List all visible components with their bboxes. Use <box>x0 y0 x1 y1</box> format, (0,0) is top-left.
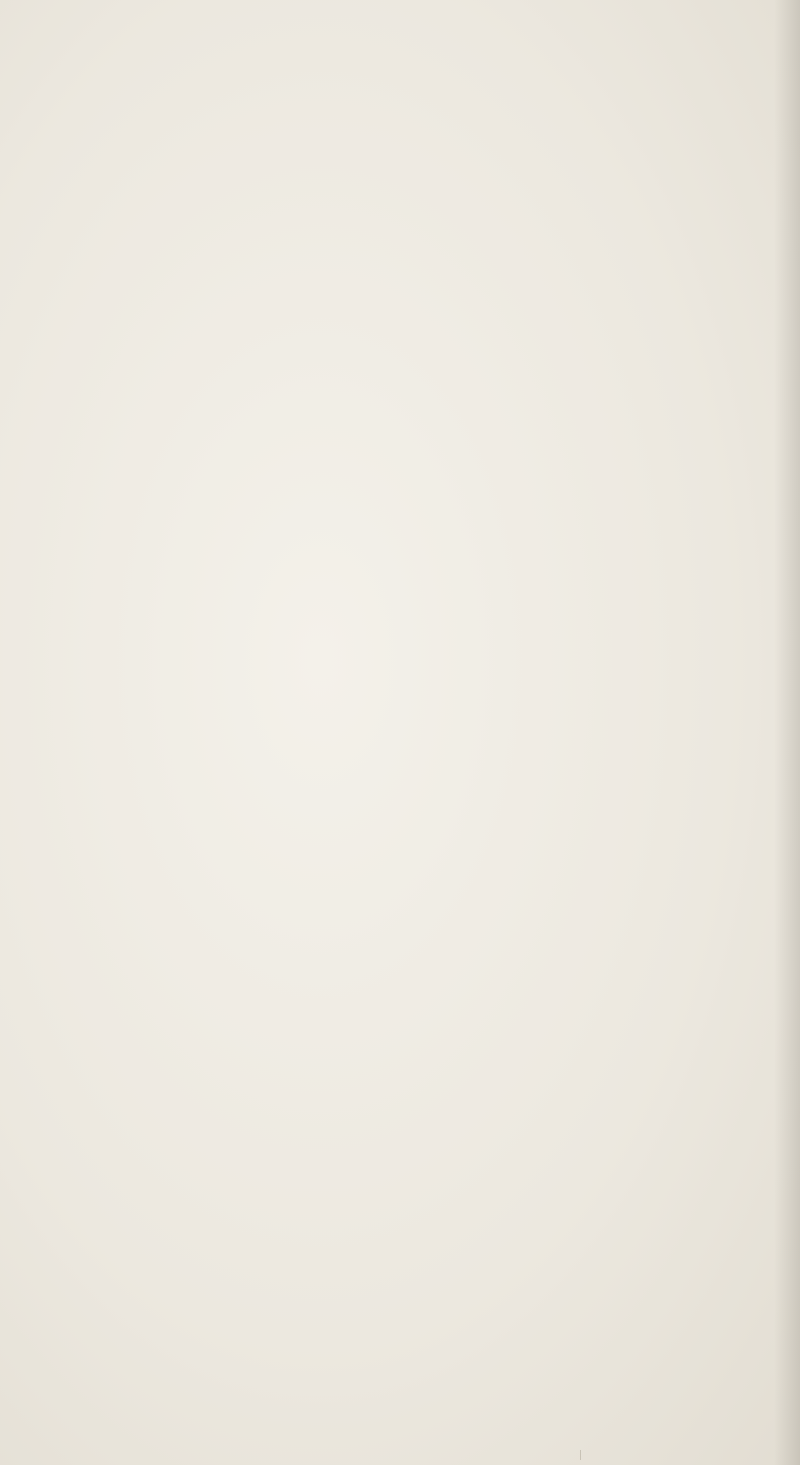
page-mark <box>580 1450 581 1460</box>
page-edge-shadow <box>774 0 800 1465</box>
page-header <box>200 44 780 84</box>
